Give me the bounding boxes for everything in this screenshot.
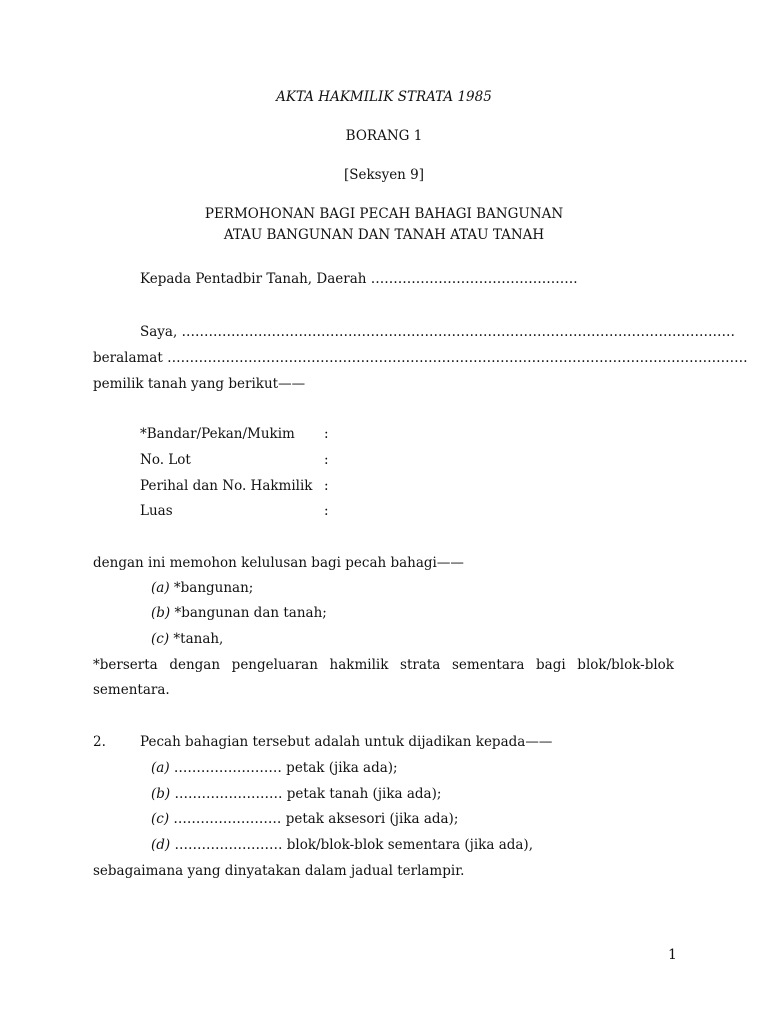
item-marker: (c) <box>151 811 170 827</box>
parcel-item <box>151 762 398 776</box>
option-marker: (a) <box>151 580 170 596</box>
addressee-line: Kepada Pentadbir Tanah, Daerah ………………………………………. <box>140 271 578 287</box>
item-marker: (d) <box>151 837 171 853</box>
field-colon: : <box>324 478 329 494</box>
application-intro: dengan ini memohon kelulusan bagi pecah bahagi—— <box>93 555 464 571</box>
field-label-mukim: *Bandar/Pekan/Mukim <box>140 426 295 442</box>
option-marker: (c) <box>151 631 170 647</box>
applicant-address-line: beralamat ………………………………………………………………………………………………………………… <box>93 350 748 366</box>
act-title: AKTA HAKMILIK STRATA 1985 <box>276 89 492 105</box>
field-label-title: Perihal dan No. Hakmilik <box>140 478 313 494</box>
option-text: *tanah, <box>169 631 224 647</box>
owner-line: pemilik tanah yang berikut—— <box>93 376 306 392</box>
option-text: *bangunan; <box>169 580 254 596</box>
field-colon: : <box>324 503 329 519</box>
item-text: …………………… blok/blok-blok sementara (jika ada), <box>170 837 533 853</box>
option-buildings-and-land <box>151 607 327 621</box>
accessory-parcel-item <box>151 813 458 827</box>
form-title: BORANG 1 <box>345 128 423 144</box>
field-label-area: Luas <box>140 503 173 519</box>
field-label-lot: No. Lot <box>140 452 191 468</box>
strata-note: *berserta dengan pengeluaran hakmilik strata sementara bagi blok/blok-blok <box>93 657 674 673</box>
paragraph-2-number: 2. <box>93 734 106 750</box>
provisional-block-item <box>151 839 533 853</box>
item-text: …………………… petak aksesori (jika ada); <box>169 811 459 827</box>
item-marker: (a) <box>151 760 170 776</box>
form-heading-line-2: ATAU BANGUNAN DAN TANAH ATAU TANAH <box>223 227 545 243</box>
page-number: 1 <box>668 947 677 963</box>
item-marker: (b) <box>151 786 171 802</box>
closing-line: sebagaimana yang dinyatakan dalam jadual terlampir. <box>93 863 465 879</box>
strata-note-continuation: sementara. <box>93 682 170 698</box>
field-colon: : <box>324 426 329 442</box>
option-land <box>151 633 223 647</box>
item-text: …………………… petak tanah (jika ada); <box>170 786 442 802</box>
field-colon: : <box>324 452 329 468</box>
option-buildings <box>151 582 253 596</box>
paragraph-2-intro: Pecah bahagian tersebut adalah untuk dijadikan kepada—— <box>140 734 553 750</box>
section-reference: [Seksyen 9] <box>343 167 425 183</box>
item-text: …………………… petak (jika ada); <box>169 760 398 776</box>
form-heading-line-1: PERMOHONAN BAGI PECAH BAHAGI BANGUNAN <box>204 206 564 222</box>
option-text: *bangunan dan tanah; <box>170 605 327 621</box>
option-marker: (b) <box>151 605 171 621</box>
applicant-name-line: Saya, …………………………………………………………………………………………………………… <box>140 324 736 340</box>
land-parcel-item <box>151 788 441 802</box>
